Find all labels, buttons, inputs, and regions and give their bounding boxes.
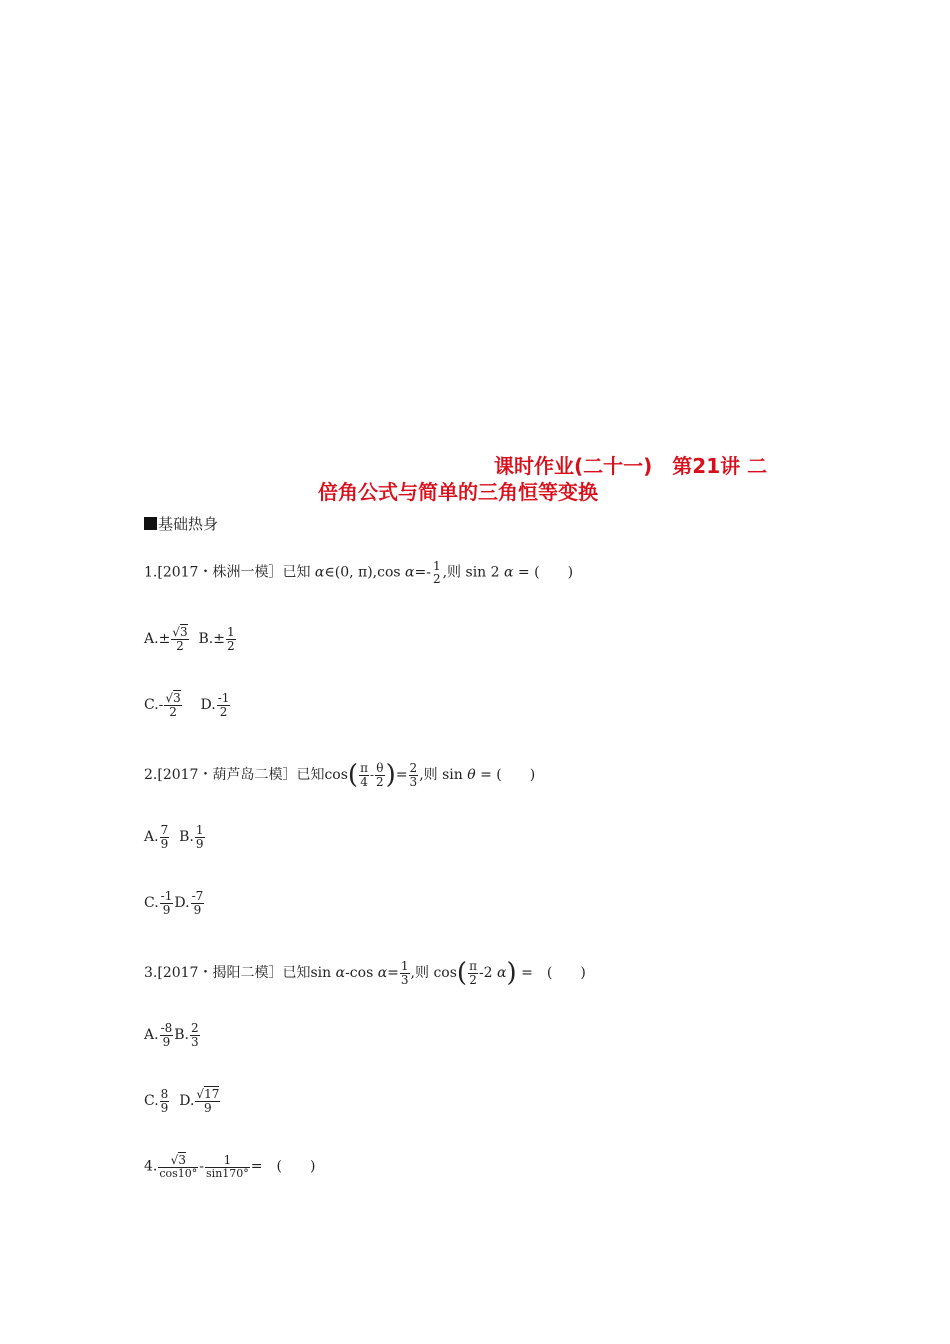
fraction: $\frac{\pi}{2}$ — [469, 959, 477, 987]
question-4-stem: 4. $\frac{√3}{\cos 10^\circ}$ - $\frac{1}{\sin 170^\circ}$ = ( ) — [144, 1153, 316, 1180]
option-b-label: B. — [174, 1027, 190, 1044]
option-c-value: $\frac{8}{9}$ — [160, 1087, 169, 1115]
option-a-label: A. — [144, 829, 159, 846]
fraction: $\frac{√3}{\cos 10^\circ}$ — [159, 1153, 198, 1180]
option-a-label: A. — [144, 631, 159, 648]
fraction: $\frac{\pi}{4}$ — [360, 761, 368, 789]
question-2-target: ,则 sin — [419, 767, 463, 784]
option-c-label: C. — [144, 1093, 159, 1110]
option-c-label: C. — [144, 697, 159, 714]
question-1-interval: ∈(0, π),cos — [324, 564, 401, 581]
theta-symbol: θ — [467, 767, 476, 784]
option-c-value: $\frac{√3}{2}$ — [165, 691, 181, 719]
option-d-label: D. — [179, 1093, 195, 1110]
alpha-symbol: α — [504, 564, 514, 581]
option-b-value: $\frac{2}{3}$ — [191, 1021, 199, 1049]
alpha-symbol: α — [314, 564, 325, 581]
alpha-symbol: α — [377, 965, 388, 982]
question-1-options-cd: C.- $\frac{√3}{2}$ D. $\frac{-1}{2}$ — [144, 691, 230, 719]
question-1-options-ab: A.± $\frac{√3}{2}$ B.± $\frac{1}{2}$ — [144, 625, 235, 653]
title-line-1: 课时作业(二十一) 第21讲 二 — [494, 454, 768, 478]
question-3-target: ,则 cos — [410, 965, 457, 982]
alpha-symbol: α — [405, 564, 415, 581]
option-d-label: D. — [174, 895, 190, 912]
alpha-symbol: α — [497, 965, 507, 982]
question-2-stem: 2.[2017・葫芦岛二模］已知cos( $\frac{\pi}{4}$ - $\frac{\theta}{2}$ )= $\frac{2}{3}$ ,则 sin θ = ( ) — [144, 760, 536, 791]
section-label: 基础热身 — [158, 515, 219, 533]
title-line-2: 倍角公式与简单的三角恒等变换 — [318, 480, 598, 504]
question-2-options-ab — [144, 824, 206, 850]
fraction: 1 2 — [432, 559, 441, 586]
option-c-label: C. — [144, 895, 159, 912]
square-bullet-icon — [144, 517, 157, 530]
question-1-stem — [144, 560, 573, 585]
fraction: $\frac{\theta}{2}$ — [376, 761, 384, 789]
alpha-symbol: α — [335, 965, 346, 982]
option-a-value: $\frac{7}{9}$ — [160, 823, 169, 851]
fraction: $\frac{1}{\sin 170^\circ}$ — [206, 1153, 249, 1180]
fraction: $\frac{1}{3}$ — [400, 959, 409, 987]
section-header — [144, 513, 218, 534]
question-3-stem: 3.[2017・揭阳二模］已知sin α-cos α= $\frac{1}{3}$ ,则 cos( $\frac{\pi}{2}$ -2 α) = ( ) — [144, 958, 586, 989]
option-b-value: $\frac{1}{2}$ — [226, 625, 235, 653]
question-3-options-ab — [144, 1022, 201, 1048]
answer-blank: = ( ) — [480, 767, 536, 784]
option-d-value: $\frac{-7}{9}$ — [191, 889, 204, 917]
option-b-value: $\frac{1}{9}$ — [195, 823, 204, 851]
question-1-source: 1.[2017・株洲一模］已知 — [144, 564, 311, 581]
answer-blank: = ( ) — [250, 1158, 316, 1175]
option-a-value: $\frac{-8}{9}$ — [160, 1021, 173, 1049]
option-d-value: $\frac{-1}{2}$ — [217, 691, 230, 719]
question-3-source: 3.[2017・揭阳二模］已知sin — [144, 965, 332, 982]
question-1-target: ,则 sin 2 — [442, 564, 500, 581]
equals-sign: =- — [414, 564, 431, 581]
question-2-options-cd — [144, 890, 205, 916]
option-b-label: B. — [179, 829, 194, 846]
answer-blank: = ( ) — [521, 965, 586, 982]
answer-blank: = ( ) — [517, 564, 574, 581]
question-3-options-cd — [144, 1088, 221, 1114]
option-d-label: D. — [200, 697, 216, 714]
option-a-value: $\frac{√3}{2}$ — [172, 625, 188, 653]
option-c-value: $\frac{-1}{9}$ — [160, 889, 173, 917]
question-2-source: 2.[2017・葫芦岛二模］已知cos — [144, 767, 348, 784]
option-a-label: A. — [144, 1027, 159, 1044]
fraction: $\frac{2}{3}$ — [409, 761, 418, 789]
option-b-label: B. — [198, 631, 214, 648]
question-4-number: 4. — [144, 1158, 158, 1175]
option-d-value: $\frac{√17}{9}$ — [196, 1087, 220, 1115]
